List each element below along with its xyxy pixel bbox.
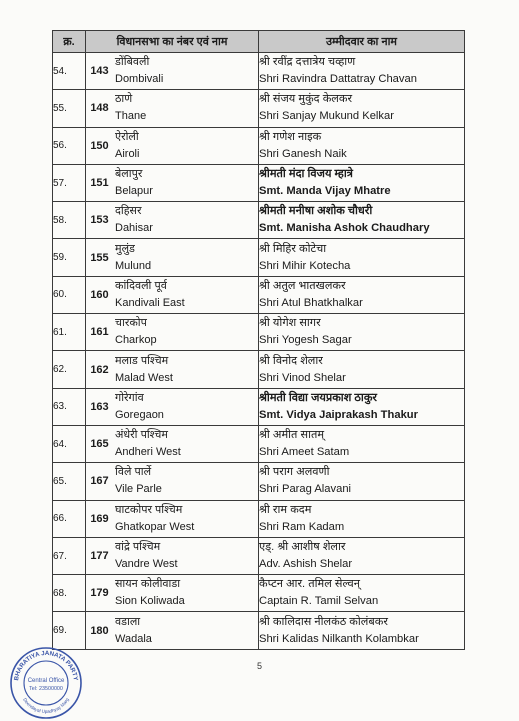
constituency-name-english: Charkop: [115, 334, 157, 347]
row-candidate: [259, 351, 465, 388]
seal-bottom-text: Deendayal Upadhyay Marg: [22, 697, 70, 715]
page-number: 5: [256, 661, 262, 671]
constituency-name-english: Dahisar: [115, 222, 153, 235]
constituency-name-marathi: चारकोप: [115, 317, 147, 330]
constituency-name-english: Thane: [115, 110, 147, 123]
table-header-row: [53, 31, 465, 53]
row-serial: 56.: [53, 127, 86, 164]
table-row: [53, 612, 465, 649]
constituency-name-marathi: दहिसर: [115, 205, 142, 218]
constituency-name-marathi: विले पार्ले: [115, 466, 152, 479]
candidate-name-english: Adv. Ashish Shelar: [259, 558, 353, 570]
constituency-number: 169: [90, 512, 109, 525]
table-row: [53, 351, 465, 388]
constituency-number: 153: [90, 214, 109, 227]
candidate-name-marathi: श्री रवींद्र दत्तात्रेय चव्हाण: [259, 56, 356, 69]
constituency-number: 161: [90, 326, 109, 339]
constituency-number: 165: [90, 438, 109, 451]
constituency-number: 180: [90, 624, 109, 637]
constituency-name-marathi: कांदिवली पूर्व: [115, 279, 167, 292]
header-serial: क्र.: [53, 31, 86, 53]
candidate-name-english: Shri Sanjay Mukund Kelkar: [259, 110, 394, 123]
constituency-name-english: Wadala: [115, 632, 152, 645]
constituency-name-english: Mulund: [115, 259, 152, 272]
row-serial: 54.: [53, 53, 86, 90]
candidate-name-marathi: श्री अमीत सातम्: [259, 429, 325, 442]
row-constituency: [86, 202, 259, 239]
constituency-name-marathi: ठाणे: [115, 93, 133, 106]
candidate-name-marathi: श्रीमती मनीषा अशोक चौधरी: [259, 205, 373, 218]
constituency-name-marathi: ऐरोली: [115, 130, 139, 143]
table-row: [53, 425, 465, 462]
candidate-name-marathi: श्री कालिदास नीलकंठ कोलंबकर: [259, 615, 388, 628]
constituency-number: 151: [90, 177, 109, 190]
candidate-name-english: Smt. Manisha Ashok Chaudhary: [259, 222, 430, 235]
table-row: [53, 388, 465, 425]
row-serial: 64.: [53, 425, 86, 462]
header-candidate: उम्मीदवार का नाम: [259, 31, 465, 53]
table-row: [53, 90, 465, 127]
table-body: [53, 53, 465, 650]
candidate-name-marathi: श्री संजय मुकुंद केलकर: [259, 93, 353, 106]
constituency-name-english: Goregaon: [115, 408, 164, 421]
table-row: [53, 164, 465, 201]
candidate-name-english: Shri Yogesh Sagar: [259, 334, 352, 347]
row-constituency: [86, 575, 259, 612]
candidate-name-english: Shri Parag Alavani: [259, 483, 352, 496]
table-row: [53, 276, 465, 313]
row-constituency: [86, 164, 259, 201]
row-serial: 68.: [53, 575, 86, 612]
candidate-name-english: Shri Kalidas Nilkanth Kolambkar: [259, 632, 419, 645]
candidate-name-english: Shri Ameet Satam: [259, 446, 350, 459]
constituency-number: 177: [90, 550, 109, 562]
row-serial: 57.: [53, 164, 86, 201]
party-seal-stamp: [8, 645, 84, 721]
candidate-name-marathi: श्री अतुल भातखलकर: [259, 279, 346, 292]
table-row: [53, 575, 465, 612]
constituency-number: 155: [90, 251, 109, 264]
row-serial: 60.: [53, 276, 86, 313]
row-constituency: [86, 276, 259, 313]
constituency-name-marathi: घाटकोपर पश्चिम: [115, 503, 183, 516]
row-candidate: [259, 425, 465, 462]
candidate-name-marathi: श्री राम कदम: [259, 503, 312, 516]
row-serial: 63.: [53, 388, 86, 425]
row-candidate: [259, 314, 465, 351]
candidate-name-marathi: श्री मिहिर कोटेचा: [259, 242, 327, 255]
candidate-name-english: Shri Ganesh Naik: [259, 147, 347, 160]
table-row: [53, 500, 465, 537]
candidate-name-english: Shri Mihir Kotecha: [259, 259, 351, 272]
candidate-name-english: Shri Vinod Shelar: [259, 371, 346, 384]
row-candidate: [259, 164, 465, 201]
row-serial: 65.: [53, 463, 86, 500]
row-candidate: [259, 500, 465, 537]
constituency-name-marathi: सायन कोलीवाडा: [115, 578, 181, 591]
row-constituency: [86, 90, 259, 127]
row-candidate: [259, 127, 465, 164]
constituency-name-marathi: गोरेगांव: [115, 391, 144, 404]
row-constituency: [86, 537, 259, 574]
row-candidate: [259, 463, 465, 500]
constituency-number: 163: [90, 400, 109, 413]
constituency-name-marathi: वडाला: [115, 615, 141, 628]
constituency-name-english: Vandre West: [115, 558, 178, 570]
candidate-name-marathi: कैप्टन आर. तमिल सेल्वन्: [259, 578, 360, 591]
constituency-name-marathi: डोंबिवली: [115, 56, 150, 69]
candidate-name-english: Smt. Manda Vijay Mhatre: [259, 185, 391, 198]
candidate-name-english: Captain R. Tamil Selvan: [259, 595, 379, 608]
row-constituency: [86, 425, 259, 462]
constituency-number: 160: [90, 288, 109, 301]
constituency-name-marathi: मलाड पश्चिम: [115, 354, 169, 367]
constituency-name-marathi: बेलापुर: [115, 168, 143, 181]
row-candidate: [259, 537, 465, 574]
row-constituency: [86, 388, 259, 425]
table-row: [53, 202, 465, 239]
table-row: [53, 537, 465, 574]
constituency-number: 150: [90, 139, 109, 152]
row-serial: 61.: [53, 314, 86, 351]
row-serial: 55.: [53, 90, 86, 127]
row-constituency: [86, 53, 259, 90]
row-candidate: [259, 53, 465, 90]
row-serial: 66.: [53, 500, 86, 537]
seal-ring-text: BHARATIYA JANATA PARTY: [13, 649, 79, 682]
row-constituency: [86, 351, 259, 388]
table-row: [53, 314, 465, 351]
header-constituency: विधानसभा का नंबर एवं नाम: [86, 31, 259, 53]
row-serial: 69.: [53, 612, 86, 649]
candidate-name-english: Shri Atul Bhatkhalkar: [259, 296, 363, 309]
row-constituency: [86, 463, 259, 500]
table-row: [53, 127, 465, 164]
row-serial: 59.: [53, 239, 86, 276]
row-candidate: [259, 239, 465, 276]
row-candidate: [259, 612, 465, 649]
candidate-name-english: Shri Ram Kadam: [259, 520, 345, 533]
constituency-name-english: Sion Koliwada: [115, 595, 185, 608]
row-candidate: [259, 90, 465, 127]
table-row: [53, 239, 465, 276]
candidate-name-marathi: श्री गणेश नाइक: [259, 130, 322, 143]
constituency-name-marathi: वांद्रे पश्चिम: [115, 541, 161, 553]
constituency-name-marathi: मुलुंड: [115, 242, 135, 255]
constituency-number: 167: [90, 475, 109, 488]
constituency-number: 143: [90, 65, 109, 78]
candidate-name-marathi: श्री पराग अलवणी: [259, 466, 330, 479]
row-constituency: [86, 612, 259, 649]
seal-line2: Tel: 23500000: [29, 686, 63, 692]
row-candidate: [259, 276, 465, 313]
constituency-name-english: Belapur: [115, 185, 153, 198]
candidate-name-english: Smt. Vidya Jaiprakash Thakur: [259, 408, 418, 421]
constituency-name-english: Dombivali: [115, 73, 164, 86]
row-serial: 58.: [53, 202, 86, 239]
candidate-name-english: Shri Ravindra Dattatray Chavan: [259, 73, 417, 86]
constituency-number: 148: [90, 102, 109, 115]
row-constituency: [86, 500, 259, 537]
candidate-name-marathi: श्रीमती मंदा विजय म्हात्रे: [259, 168, 353, 181]
table-row: [53, 53, 465, 90]
table-row: [53, 463, 465, 500]
row-constituency: [86, 314, 259, 351]
constituency-number: 179: [90, 587, 109, 600]
constituency-name-english: Malad West: [115, 371, 173, 384]
row-candidate: [259, 575, 465, 612]
constituency-name-english: Andheri West: [115, 446, 181, 459]
candidate-name-marathi: श्रीमती विद्या जयप्रकाश ठाकुर: [259, 391, 377, 404]
candidate-table: [52, 30, 465, 650]
candidate-name-marathi: श्री विनोद शेलार: [259, 354, 323, 367]
row-serial: 67.: [53, 537, 86, 574]
constituency-name-english: Vile Parle: [115, 483, 162, 496]
constituency-name-english: Ghatkopar West: [115, 520, 195, 533]
seal-line1: Central Office: [27, 678, 65, 684]
row-candidate: [259, 202, 465, 239]
row-candidate: [259, 388, 465, 425]
candidate-name-marathi: एड्. श्री आशीष शेलार: [259, 541, 346, 553]
constituency-number: 162: [90, 363, 109, 376]
row-constituency: [86, 127, 259, 164]
row-serial: 62.: [53, 351, 86, 388]
constituency-name-english: Airoli: [115, 147, 140, 160]
constituency-name-english: Kandivali East: [115, 296, 185, 309]
constituency-name-marathi: अंधेरी पश्चिम: [115, 429, 168, 442]
row-constituency: [86, 239, 259, 276]
candidate-name-marathi: श्री योगेश सागर: [259, 317, 321, 330]
